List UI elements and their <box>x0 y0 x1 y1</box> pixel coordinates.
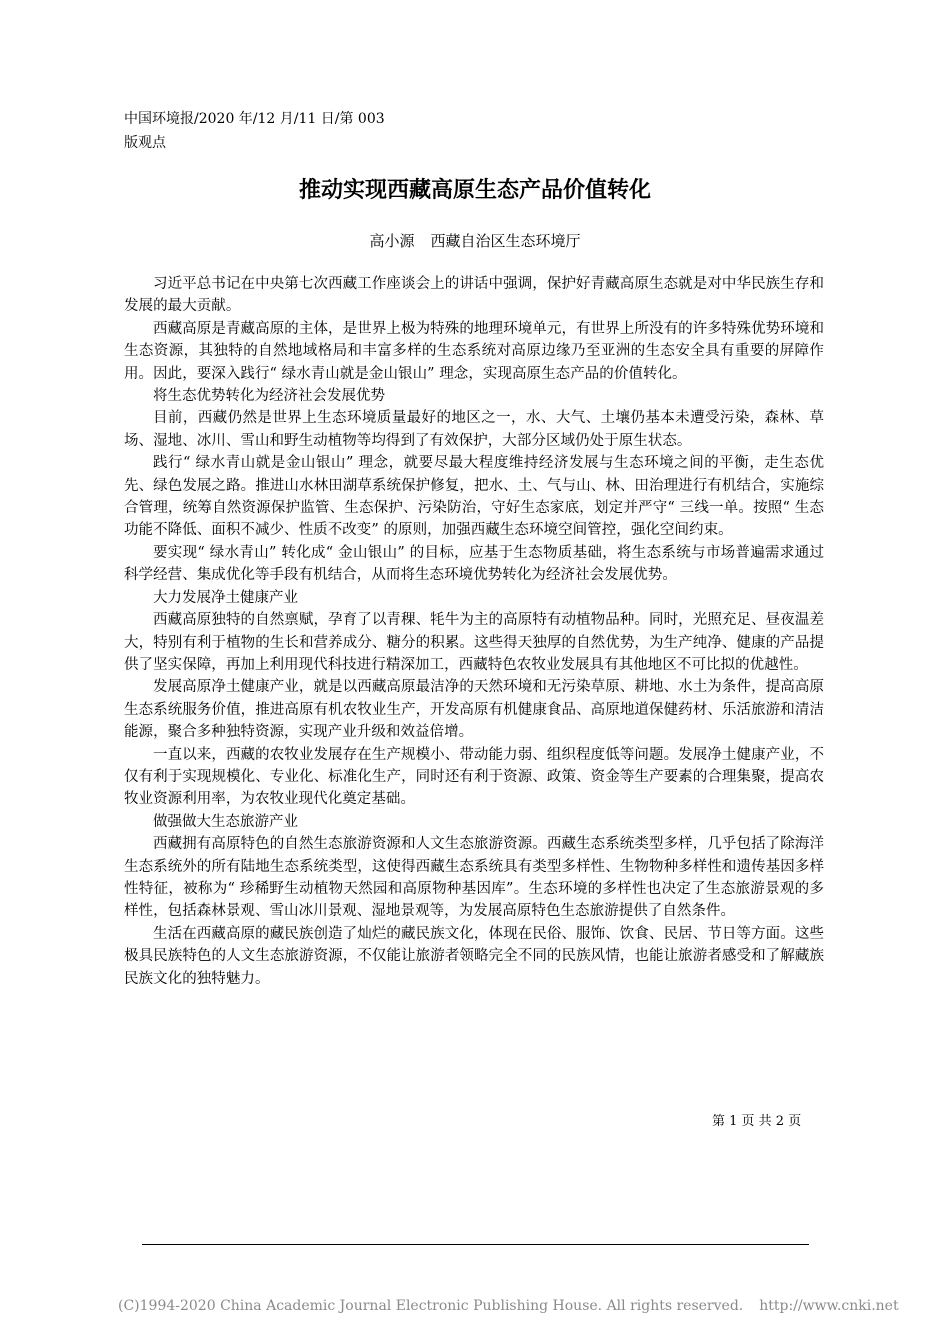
article-title: 推动实现西藏高原生态产品价值转化 <box>298 178 651 203</box>
paragraph: 生活在西藏高原的藏民族创造了灿烂的藏民族文化，体现在民俗、服饰、饮食、民居、节日等方面。这些极具民族特色的人文生态旅游资源，不仅能让旅游者领略完全不同的民族风情，也能让旅游者感受和了解藏族民族文化的独特魅力。 <box>124 925 824 987</box>
source-line-1: 中国环境报/2020 年/12 月/11 日/第 003 <box>124 111 385 127</box>
paragraph: 西藏拥有高原特色的自然生态旅游资源和人文生态旅游资源。西藏生态系统类型多样，几乎包括了除海洋生态系统外的所有陆地生态系统类型，这使得西藏生态系统具有类型多样性、生物物种多样性和遗传基因多样性特征，被称为“ 珍稀野生动植物天然园和高原物种基因库”。生态环境的多样性也决定了生态旅游景观的多样性，包括森林景观、雪山冰川景观、湿地景观等，为发展高原特色生态旅游提供了自然条件。 <box>124 836 824 920</box>
section-heading: 将生态优势转化为经济社会发展优势 <box>153 388 385 405</box>
byline <box>0 229 950 253</box>
paragraph: 发展高原净土健康产业，就是以西藏高原最洁净的天然环境和无污染草原、耕地、水土为条件，提高高原生态系统服务价值，推进高原有机农牧业生产，开发高原有机健康食品、高原地道保健药材、乐活旅游和清洁能源，聚合多种独特资源，实现产业升级和效益倍增。 <box>124 679 824 741</box>
source-info <box>124 107 444 155</box>
source-line-2: 版观点 <box>124 135 166 151</box>
section-heading: 大力发展净土健康产业 <box>153 589 298 606</box>
paragraph: 西藏高原独特的自然禀赋，孕育了以青稞、牦牛为主的高原特有动植物品种。同时，光照充足、昼夜温差大，特别有利于植物的生长和营养成分、糖分的积累。这些得天独厚的自然优势，为生产纯净、健康的产品提供了坚实保障，再加上利用现代科技进行精深加工，西藏特色农牧业发展具有其他地区不可比拟的优越性。 <box>124 612 824 673</box>
paragraph: 西藏高原是青藏高原的主体，是世界上极为特殊的地理环境单元，有世界上所没有的许多特殊优势环境和生态资源，其独特的自然地域格局和丰富多样的生态系统对高原边缘乃至亚洲的生态安全具有重要的屏障作用。因此，要深入践行“ 绿水青山就是金山银山” 理念，实现高原生态产品的价值转化。 <box>124 320 824 382</box>
page-number: 第 1 页 共 2 页 <box>712 1114 802 1129</box>
footer-divider <box>142 1244 809 1245</box>
article-body <box>124 273 824 990</box>
paragraph: 要实现“ 绿水青山” 转化成“ 金山银山” 的目标，应基于生态物质基础，将生态系统与市场普遍需求通过科学经营、集成优化等手段有机结合，从而将生态环境优势转化为经济社会发展优势。 <box>124 544 824 584</box>
footer-url: http://www.cnki.net <box>759 1298 899 1314</box>
paragraph: 习近平总书记在中央第七次西藏工作座谈会上的讲话中强调，保护好青藏高原生态就是对中华民族生存和发展的最大贡献。 <box>124 276 824 315</box>
copyright-notice: (C)1994-2020 China Academic Journal Electronic Publishing House. All rights reserved. <box>118 1298 744 1314</box>
footer <box>118 1296 899 1316</box>
paragraph: 一直以来，西藏的农牧业发展存在生产规模小、带动能力弱、组织程度低等问题。发展净土健康产业，不仅有利于实现规模化、专业化、标准化生产，同时还有利于资源、政策、资金等生产要素的合理集聚，提高农牧业资源利用率，为农牧业现代化奠定基础。 <box>124 746 824 808</box>
paragraph: 践行“ 绿水青山就是金山银山” 理念，就要尽最大程度维持经济发展与生态环境之间的平衡，走生态优先、绿色发展之路。推进山水林田湖草系统保护修复，把水、土、气与山、林、田治理进行有机结合，实施综合管理，统筹自然资源保护监管、生态保护、污染防治，守好生态家底，划定并严守“ 三线一单。按照“ 生态功能不降低、面积不减少、性质不改变” 的原则，加强西藏生态环境空间管控，强化空间约束。 <box>124 455 824 539</box>
section-heading: 做强做大生态旅游产业 <box>153 813 298 830</box>
paragraph: 目前，西藏仍然是世界上生态环境质量最好的地区之一，水、大气、土壤仍基本未遭受污染，森林、草场、湿地、冰川、雪山和野生动植物等均得到了有效保护，大部分区域仍处于原生状态。 <box>124 410 824 449</box>
author-organization: 西藏自治区生态环境厅 <box>430 232 581 250</box>
author-name: 高小源 <box>369 232 415 250</box>
